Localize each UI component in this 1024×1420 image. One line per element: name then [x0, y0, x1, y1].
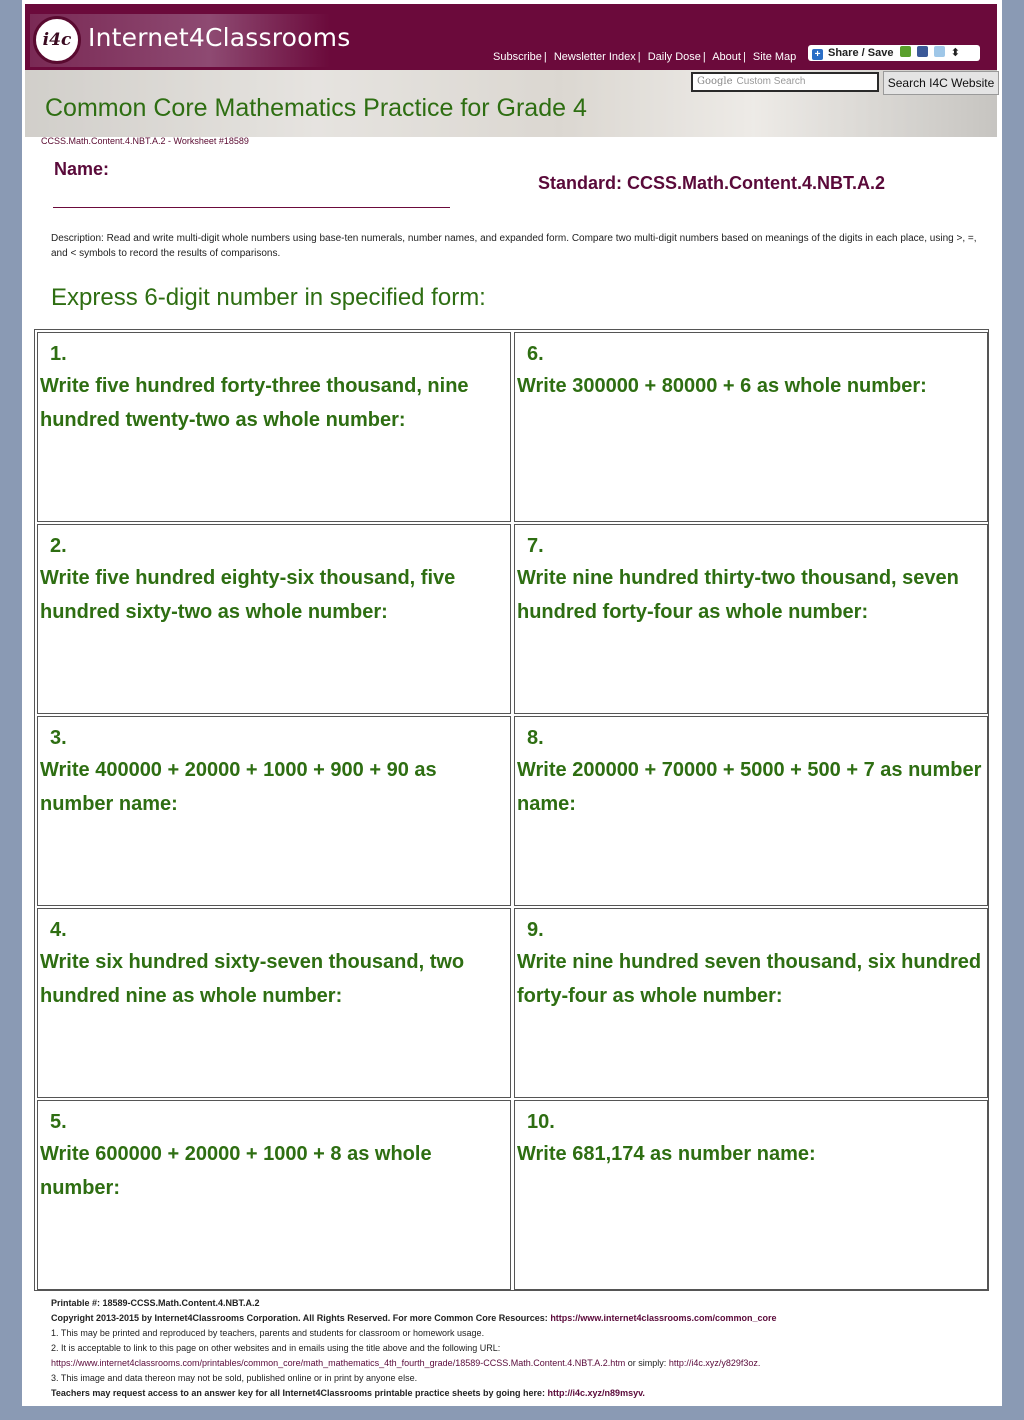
share-plus-icon: + — [812, 49, 823, 60]
page-title: Common Core Mathematics Practice for Grade 4 — [45, 94, 587, 122]
question-number: 10. — [527, 1111, 555, 1133]
question-text: Write nine hundred thirty-two thousand, seven hundred forty-four as whole number: — [517, 567, 959, 623]
question-cell — [514, 908, 988, 1098]
question-number: 9. — [527, 919, 544, 941]
question-text: Write six hundred sixty-seven thousand, two hundred nine as whole number: — [40, 951, 465, 1007]
question-text: Write 681,174 as number name: — [517, 1143, 816, 1165]
nav-subscribe[interactable]: Subscribe — [493, 51, 542, 63]
standard-label: Standard: CCSS.Math.Content.4.NBT.A.2 — [538, 173, 886, 193]
worksheet-url-link[interactable]: https://www.internet4classrooms.com/printables/common_core/math_mathematics_4th_fourth_grade/18589-CCSS.Math.Content.4.NBT.A.2.htm — [51, 1358, 626, 1368]
share-label: Share / Save — [828, 47, 894, 59]
twitter-icon — [934, 46, 945, 57]
section-heading: Express 6-digit number in specified form: — [51, 284, 486, 311]
share-save-button[interactable] — [808, 45, 980, 61]
nav-newsletter-index[interactable]: Newsletter Index — [553, 51, 636, 63]
question-cell — [37, 908, 511, 1098]
nav-about[interactable]: About — [712, 51, 741, 63]
question-text: Write 300000 + 80000 + 6 as whole number: — [517, 375, 927, 397]
top-navigation: Subscribe | Newsletter Index | Daily Dose | About | Site Map — [493, 51, 797, 63]
question-cell — [37, 716, 511, 906]
name-label: Name: — [54, 159, 110, 179]
question-cell — [514, 716, 988, 906]
question-cell — [514, 524, 988, 714]
search-button[interactable]: Search I4C Website — [883, 71, 999, 95]
question-number: 7. — [527, 535, 544, 557]
nav-site-map[interactable]: Site Map — [752, 51, 797, 63]
question-text: Write five hundred forty-three thousand, nine hundred twenty-two as whole number: — [40, 375, 469, 431]
usage-note-1: 1. This may be printed and reproduced by teachers, parents and students for classroom or homework usage. — [51, 1328, 485, 1338]
question-cell — [37, 1100, 511, 1290]
chevron-updown-icon: ⬍ — [950, 47, 960, 59]
short-url-link[interactable]: http://i4c.xyz/y829f3oz. — [668, 1358, 761, 1368]
usage-note-3: 3. This image and data thereon may not be sold, published online or in print by anyone else. — [51, 1373, 418, 1383]
question-number: 8. — [527, 727, 544, 749]
question-cell — [514, 332, 988, 522]
search-placeholder: Custom Search — [736, 76, 806, 87]
question-text: Write 200000 + 70000 + 5000 + 500 + 7 as number name: — [517, 759, 982, 815]
question-text: Write five hundred eighty-six thousand, five hundred sixty-two as whole number: — [40, 567, 456, 623]
question-grid — [34, 329, 989, 1291]
question-number: 5. — [50, 1111, 67, 1133]
answer-key-link[interactable]: http://i4c.xyz/n89msyv. — [547, 1388, 645, 1398]
question-cell — [514, 1100, 988, 1290]
facebook-icon — [917, 46, 928, 57]
answer-key-line: Teachers may request access to an answer key for all Internet4Classrooms printable practice sheets by going here: http://i4c.xyz/n89msyv. — [51, 1388, 645, 1398]
printable-number: Printable #: 18589-CCSS.Math.Content.4.NBT.A.2 — [51, 1298, 260, 1308]
question-text: Write nine hundred seven thousand, six hundred forty-four as whole number: — [517, 951, 982, 1007]
share-email-icon — [900, 46, 911, 57]
question-number: 4. — [50, 919, 67, 941]
name-line — [53, 207, 450, 208]
site-header — [25, 4, 997, 70]
question-cell — [37, 332, 511, 522]
usage-note-2: 2. It is acceptable to link to this page on other websites and in emails using the title above and the following URL: — [51, 1343, 501, 1353]
question-text: Write 600000 + 20000 + 1000 + 8 as whole number: — [40, 1143, 432, 1199]
question-number: 6. — [527, 343, 544, 365]
common-core-link[interactable]: https://www.internet4classrooms.com/common_core — [550, 1313, 777, 1323]
search-input[interactable] — [691, 72, 879, 92]
question-number: 2. — [50, 535, 67, 557]
logo-badge-icon: i4c — [33, 16, 81, 64]
question-number: 1. — [50, 343, 67, 365]
banner — [25, 70, 997, 137]
copyright-line: Copyright 2013-2015 by Internet4Classrooms Corporation. All Rights Reserved. For more Common Core Resources: https://www.internet4classrooms.com/common_core — [51, 1313, 777, 1323]
question-cell — [37, 524, 511, 714]
footer — [51, 1296, 996, 1401]
description: Description: Read and write multi-digit whole numbers using base-ten numerals, number names, and expanded form. Compare two multi-digit numbers based on meanings of the digits in each place, using >, =, and < symbols to record the results of comparisons. — [51, 233, 977, 259]
site-logo[interactable] — [30, 14, 351, 67]
worksheet-id: CCSS.Math.Content.4.NBT.A.2 - Worksheet #18589 — [41, 136, 249, 146]
question-number: 3. — [50, 727, 67, 749]
google-logo: Google — [697, 76, 733, 87]
usage-note-2-url: https://www.internet4classrooms.com/printables/common_core/math_mathematics_4th_fourth_grade/18589-CCSS.Math.Content.4.NBT.A.2.htm or simply: http://i4c.xyz/y829f3oz. — [51, 1358, 761, 1368]
question-text: Write 400000 + 20000 + 1000 + 900 + 90 as number name: — [40, 759, 437, 815]
worksheet-page — [22, 0, 1002, 1406]
logo-text: Internet4Classrooms — [88, 23, 351, 52]
nav-daily-dose[interactable]: Daily Dose — [647, 51, 701, 63]
